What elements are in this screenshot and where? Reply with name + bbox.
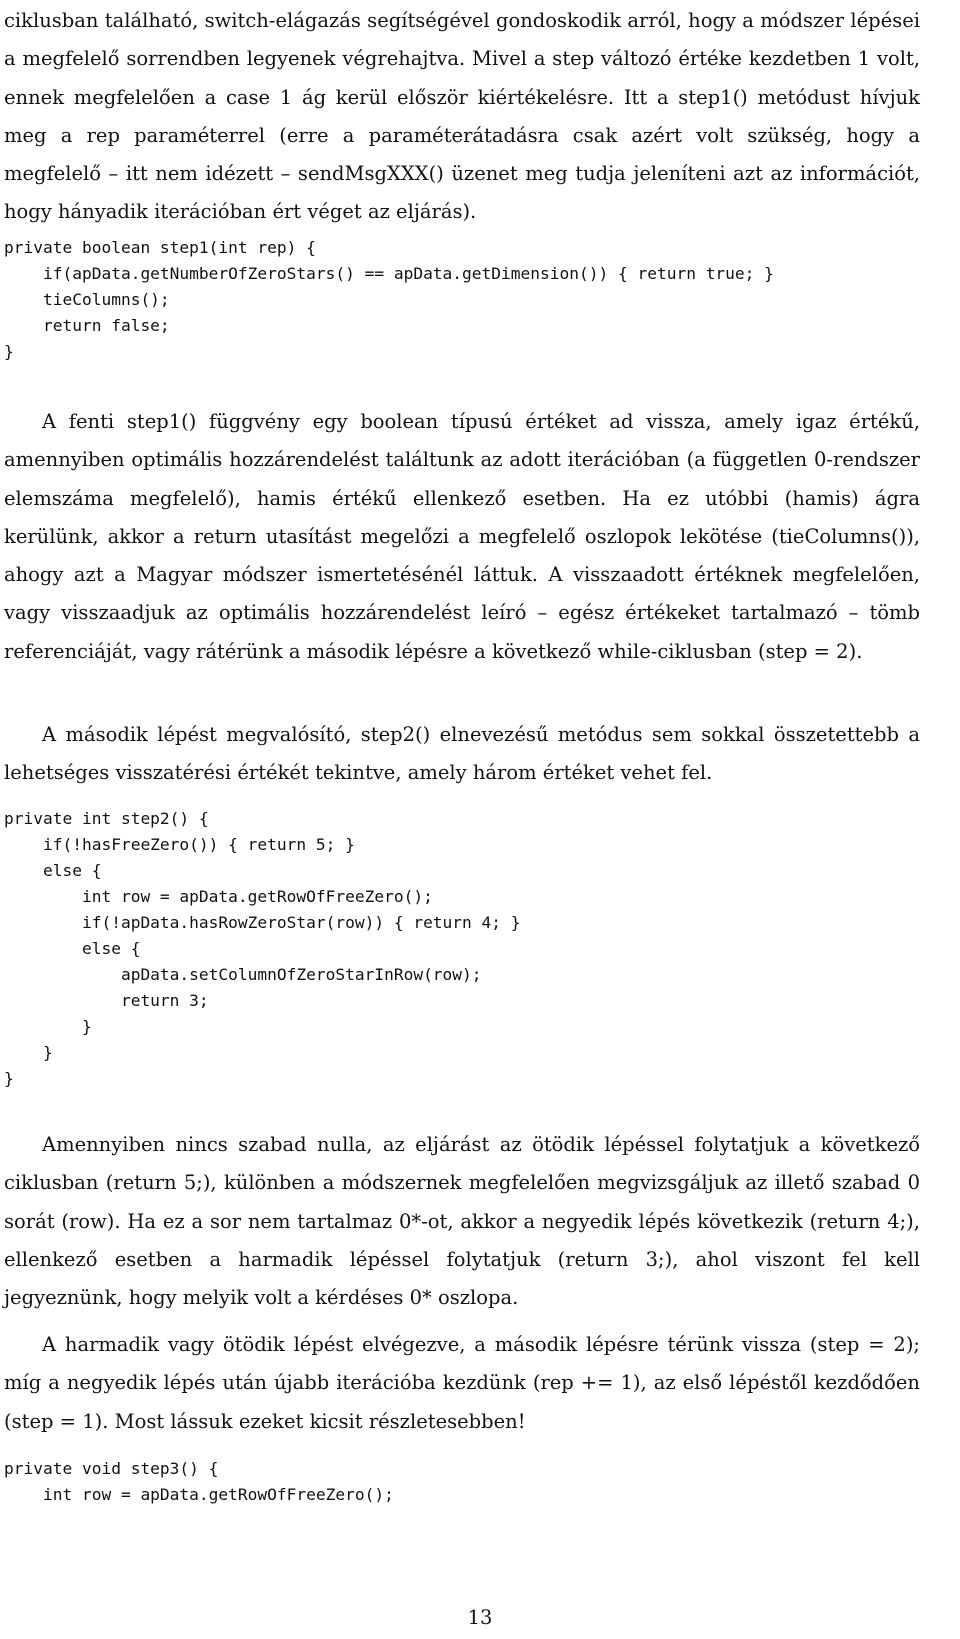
code-block-step2: private int step2() { if(!hasFreeZero()) { return 5; } else { int row = apData.getRowOfFreeZero(); if(!apData.hasRowZeroStar(row)) { return 4; } else { apData.setColumnOfZeroStarInRow(row); return 3; } } } bbox=[4, 809, 521, 1088]
page-number: 13 bbox=[467, 1606, 493, 1629]
paragraph-step1-explanation: A fenti step1() függvény egy boolean típusú értéket ad vissza, amely igaz értékű, amennyiben optimális hozzárendelést találtunk az adott iterációban (a független 0-rendszer elemszáma megfelelő), hamis értékű ellenkező esetben. Ha ez utóbbi (hamis) ágra kerülünk, akkor a return utasítást megelőzi a megfelelő oszlopok lekötése (tieColumns()), ahogy azt a Magyar módszer ismertetésénél láttuk. A visszaadott értéknek megfelelően, vagy visszaadjuk az optimális hozzárendelést leíró – egész értékeket tartalmazó – tömb referenciáját, vagy rátérünk a második lépésre a következő while-ciklusban (step = 2). bbox=[4, 410, 920, 663]
code-block-step1: private boolean step1(int rep) { if(apData.getNumberOfZeroStars() == apData.getDimension()) { return true; } tieColumns(); return false; } bbox=[4, 238, 774, 361]
paragraph-step2-explanation: Amennyiben nincs szabad nulla, az eljárást az ötödik lépéssel folytatjuk a következő ciklusban (return 5;), különben a módszernek megfelelően megvizsgáljuk az illető szabad 0 sorát (row). Ha ez a sor nem tartalmaz 0*-ot, akkor a negyedik lépés következik (return 4;), ellenkező esetben a harmadik lépéssel folytatjuk (return 3;), ahol viszont fel kell jegyeznünk, hogy melyik volt a kérdéses 0* oszlopa. bbox=[4, 1133, 920, 1310]
code-block-step3: private void step3() { int row = apData.getRowOfFreeZero(); bbox=[4, 1459, 394, 1504]
paragraph-next-steps: A harmadik vagy ötödik lépést elvégezve, a második lépésre térünk vissza (step = 2); míg a negyedik lépés után újabb iterációba kezdünk (rep += 1), az első lépéstől kezdődően (step = 1). Most lássuk ezeket kicsit részletesebben! bbox=[4, 1333, 920, 1433]
paragraph-step2-intro: A második lépést megvalósító, step2() elnevezésű metódus sem sokkal összetettebb a lehetséges visszatérési értékét tekintve, amely három értéket vehet fel. bbox=[4, 723, 920, 785]
paragraph-step-dispatch: ciklusban található, switch-elágazás segítségével gondoskodik arról, hogy a módszer lépései a megfelelő sorrendben legyenek végrehajtva. Mivel a step változó értéke kezdetben 1 volt, ennek megfelelően a case 1 ág kerül először kiértékelésre. Itt a step1() metódust hívjuk meg a rep paraméterrel (erre a paraméterátadásra csak azért volt szükség, hogy a megfelelő – itt nem idézett – sendMsgXXX() üzenet meg tudja jeleníteni azt az információt, hogy hányadik iterációban ért véget az eljárás). bbox=[4, 9, 920, 224]
